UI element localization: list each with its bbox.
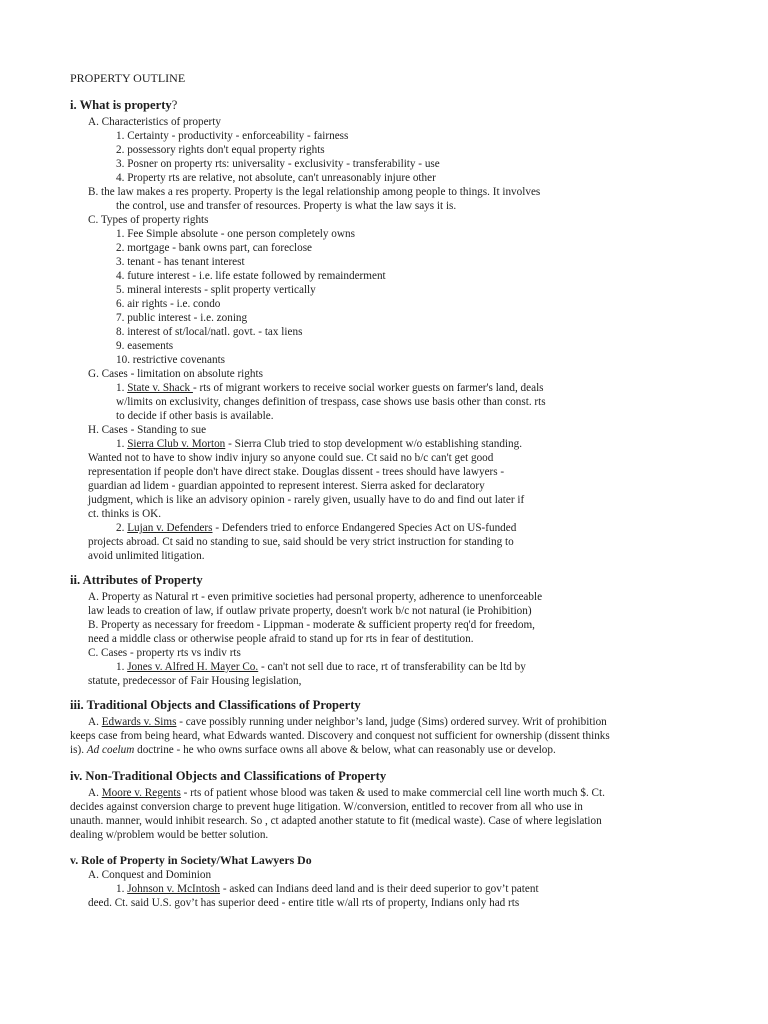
case-text-line: decides against conversion charge to prevent huge litigation. W/conversion, entitled to recover from all who use in (70, 801, 583, 813)
outline-subitem: 2. possessory rights don't equal property rights (116, 144, 325, 156)
outline-subitem: 8. interest of st/local/natl. govt. - tax liens (116, 326, 303, 338)
section-heading-text: i. What is property (70, 98, 172, 112)
case-text: - rts of patient whose blood was taken & used to make commercial cell line worth much $. Ct. (180, 787, 605, 799)
outline-subitem: 7. public interest - i.e. zoning (116, 312, 248, 324)
case-name: Johnson v. McIntosh (127, 883, 221, 895)
case-entry-edwards (88, 716, 607, 729)
section-heading-non-traditional: iv. Non-Traditional Objects and Classifications of Property (70, 769, 387, 783)
case-number: A. (88, 716, 102, 728)
case-number: A. (88, 787, 102, 799)
case-number: 1. (116, 661, 128, 673)
case-text-line (70, 744, 556, 757)
outline-subitem: 10. restrictive covenants (116, 354, 226, 366)
case-text-line: guardian ad lidem - guardian appointed to represent interest. Sierra asked for declaratory (88, 480, 485, 492)
case-entry-sierra-club (116, 438, 522, 451)
outline-item-g: G. Cases - limitation on absolute rights (88, 368, 263, 380)
section-heading-traditional: iii. Traditional Objects and Classifications of Property (70, 698, 361, 712)
outline-item-a: A. Property as Natural rt - even primitive societies had personal property, adherence to unenforceable (88, 591, 543, 603)
case-number: 1. (116, 438, 128, 450)
outline-subitem: 2. mortgage - bank owns part, can foreclose (116, 242, 313, 254)
section-heading-attributes: ii. Attributes of Property (70, 573, 203, 587)
case-text: - Defenders tried to enforce Endangered Species Act on US-funded (212, 522, 517, 534)
case-text-line: Wanted not to have to show indiv injury so anyone could sue. Ct said no b/c can't get good (88, 452, 494, 464)
outline-item-a: A. Characteristics of property (88, 116, 221, 128)
outline-subitem: 1. Fee Simple absolute - one person completely owns (116, 228, 355, 240)
case-number: 1. (116, 883, 128, 895)
case-text-line: dealing w/problem would be better solution. (70, 829, 269, 841)
case-text-line: statute, predecessor of Fair Housing legislation, (88, 675, 302, 687)
case-entry-moore (88, 787, 605, 800)
case-text: - cave possibly running under neighbor’s land, judge (Sims) ordered survey. Writ of prohibition (176, 716, 607, 728)
outline-item-a: A. Conquest and Dominion (88, 869, 212, 881)
outline-subitem: 4. future interest - i.e. life estate followed by remainderment (116, 270, 386, 282)
case-entry-johnson (116, 883, 539, 896)
outline-item-b-continued: need a middle class or otherwise people afraid to stand up for rts in fear of destitution. (88, 633, 474, 645)
case-text-line: deed. Ct. said U.S. gov’t has superior deed - entire title w/all rts of property, Indians only had rts (88, 897, 520, 909)
case-text-line: to decide if other basis is available. (116, 410, 274, 422)
case-number: 1. (116, 382, 128, 394)
case-text: - asked can Indians deed land and is their deed superior to gov’t patent (220, 883, 539, 895)
text-segment: is). (70, 744, 87, 756)
case-text: - rts of migrant workers to receive social worker guests on farmer's land, deals (192, 382, 544, 394)
outline-subitem: 9. easements (116, 340, 174, 352)
case-text-line: judgment, which is like an advisory opinion - rarely given, usually have to do and find out later if (88, 494, 525, 506)
case-name: Sierra Club v. Morton (127, 438, 226, 450)
case-text-line: avoid unlimited litigation. (88, 550, 205, 562)
case-text-line: keeps case from being heard, what Edwards wanted. Discovery and conquest not sufficient for ownership (dissent thinks (70, 730, 610, 742)
case-text-line: projects abroad. Ct said no standing to sue, said should be very strict instruction for standing to (88, 536, 514, 548)
outline-item-b: B. the law makes a res property. Property is the legal relationship among people to things. It involves (88, 186, 541, 198)
case-name: Edwards v. Sims (101, 716, 177, 728)
outline-item-h: H. Cases - Standing to sue (88, 424, 207, 436)
case-text-line: unauth. manner, would inhibit research. So , ct adapted another statute to fit (medical waste). Case of where legislation (70, 815, 602, 827)
outline-item-b: B. Property as necessary for freedom - Lippman - moderate & sufficient property req'd for freedom, (88, 619, 535, 631)
case-name: Lujan v. Defenders (127, 522, 213, 534)
section-heading-question-mark: ? (171, 98, 178, 112)
outline-subitem: 3. tenant - has tenant interest (116, 256, 245, 268)
page-title: PROPERTY OUTLINE (70, 71, 186, 85)
case-entry-state-v-shack (116, 382, 544, 395)
outline-item-b-continued: the control, use and transfer of resources. Property is what the law says it is. (116, 200, 457, 212)
section-heading-what-is-property (70, 98, 177, 113)
case-entry-jones (116, 661, 526, 674)
case-number: 2. (116, 522, 128, 534)
outline-subitem: 5. mineral interests - split property vertically (116, 284, 316, 296)
case-text-line: ct. thinks is OK. (88, 508, 162, 520)
case-name: State v. Shack (127, 382, 193, 394)
case-text-line: w/limits on exclusivity, changes definition of trespass, case shows use basis other than const. rts (116, 396, 546, 408)
outline-item-a-continued: law leads to creation of law, if outlaw private property, doesn't work b/c not natural (ie Prohibition) (88, 605, 532, 617)
outline-item-c: C. Cases - property rts vs indiv rts (88, 647, 241, 659)
case-name: Moore v. Regents (101, 787, 181, 799)
outline-item-c: C. Types of property rights (88, 214, 209, 226)
case-text: - can't not sell due to race, rt of transferability can be ltd by (258, 661, 526, 673)
case-entry-lujan (116, 522, 516, 535)
text-segment: doctrine - he who owns surface owns all above & below, what can reasonably use or develop. (134, 744, 556, 756)
outline-subitem: 6. air rights - i.e. condo (116, 298, 221, 310)
case-name: Jones v. Alfred H. Mayer Co. (127, 661, 259, 673)
section-heading-role-of-property: v. Role of Property in Society/What Lawyers Do (70, 853, 312, 867)
outline-subitem: 3. Posner on property rts: universality - exclusivity - transferability - use (116, 158, 440, 170)
doctrine-name: Ad coelum (86, 744, 135, 756)
case-text: - Sierra Club tried to stop development w/o establishing standing. (225, 438, 523, 450)
outline-subitem: 4. Property rts are relative, not absolute, can't unreasonably injure other (116, 172, 436, 184)
outline-subitem: 1. Certainty - productivity - enforceability - fairness (116, 130, 349, 142)
case-text-line: representation if people don't have direct stake. Douglas dissent - trees should have lawyers - (88, 466, 505, 478)
